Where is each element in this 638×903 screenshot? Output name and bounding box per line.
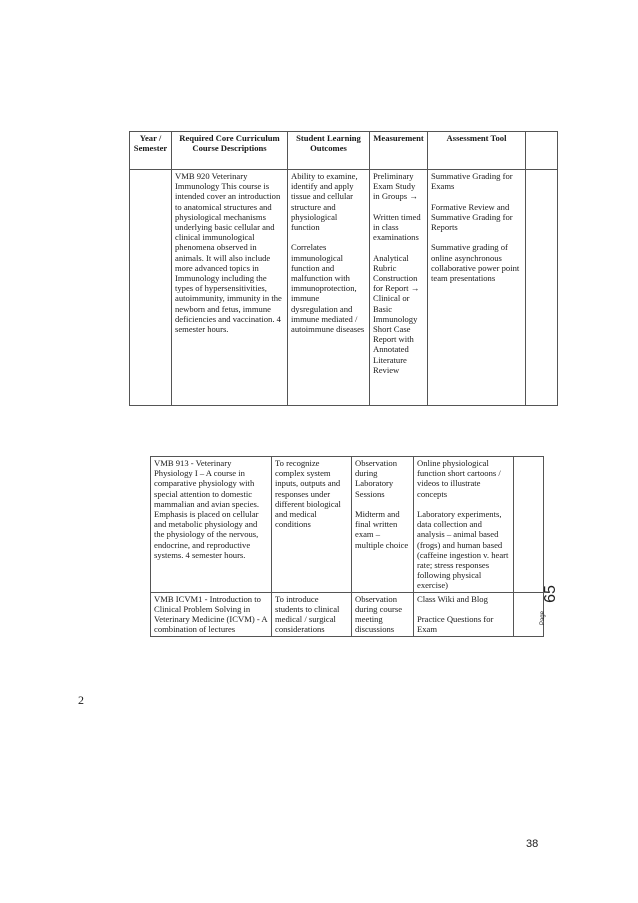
- header-extra: [526, 132, 558, 170]
- cell-year: [130, 170, 172, 406]
- header-year-semester: Year / Semester: [130, 132, 172, 170]
- page-stamp: [536, 585, 559, 625]
- cell-course: VMB ICVM1 - Introduction to Clinical Problem Solving in Veterinary Medicine (ICVM) - A combination of lectures: [151, 592, 272, 636]
- cell-measurement: Observation during course meeting discussions: [352, 592, 414, 636]
- header-course-descriptions: Required Core Curriculum Course Descriptions: [172, 132, 288, 170]
- cell-measurement: Preliminary Exam Study in Groups → Written timed in class examinations Analytical Rubric Construction for Report → Clinical or Basic Immunology Short Case Report with Annotated Literature Review: [370, 170, 428, 406]
- page-number: 38: [526, 838, 539, 850]
- table-row: [130, 170, 558, 406]
- table-row: [151, 457, 544, 593]
- page-stamp-number: 65: [541, 585, 559, 603]
- cell-tool: Class Wiki and Blog Practice Questions for Exam: [414, 592, 514, 636]
- cell-extra: [526, 170, 558, 406]
- cell-tool: Online physiological function short cartoons / videos to illustrate concepts Laboratory experiments, data collection and analysis – animal based (frogs) and human based (caffeine ingestion v. heart rate; stress responses following physical exercise): [414, 457, 514, 593]
- cell-outcomes: To introduce students to clinical medical / surgical considerations: [272, 592, 352, 636]
- header-assessment-tool: Assessment Tool: [428, 132, 526, 170]
- cell-measurement: Observation during Laboratory Sessions Midterm and final written exam – multiple choice: [352, 457, 414, 593]
- cell-outcomes: To recognize complex system inputs, outputs and responses under different biological and medical conditions: [272, 457, 352, 593]
- cell-course: VMB 913 - Veterinary Physiology I – A course in comparative physiology with special attention to domestic mammalian and avian species. Emphasis is placed on cellular and metabolic physiology and the physiology of the nervous, endocrine, and reproductive systems. 4 semester hours.: [151, 457, 272, 593]
- cell-course: VMB 920 Veterinary Immunology This course is intended cover an introduction to anatomical structures and physiological mechanisms underlying basic cellular and clinical immunological phenomena observed in animals. It will also include more advanced topics in Immunology including the types of hypersensitivities, autoimmunity, immunity in the newborn and fetus, immune deficiencies and vaccination. 4 semester hours.: [172, 170, 288, 406]
- side-number: 2: [78, 693, 84, 707]
- page-stamp-word: Page: [540, 610, 546, 625]
- header-measurement: Measurement: [370, 132, 428, 170]
- cell-tool: Summative Grading for Exams Formative Review and Summative Grading for Reports Summative grading of online asynchronous collaborative power point team presentations: [428, 170, 526, 406]
- cell-outcomes: Ability to examine, identify and apply tissue and cellular structure and physiological function Correlates immunological function and malfunction with immunoprotection, immune dysregulation and immune mediated / autoimmune diseases: [288, 170, 370, 406]
- table-header-row: [130, 132, 558, 170]
- curriculum-table-bottom: [150, 456, 544, 637]
- curriculum-table-top: [129, 131, 558, 406]
- table-row: [151, 592, 544, 636]
- cell-extra: [514, 457, 544, 593]
- header-learning-outcomes: Student Learning Outcomes: [288, 132, 370, 170]
